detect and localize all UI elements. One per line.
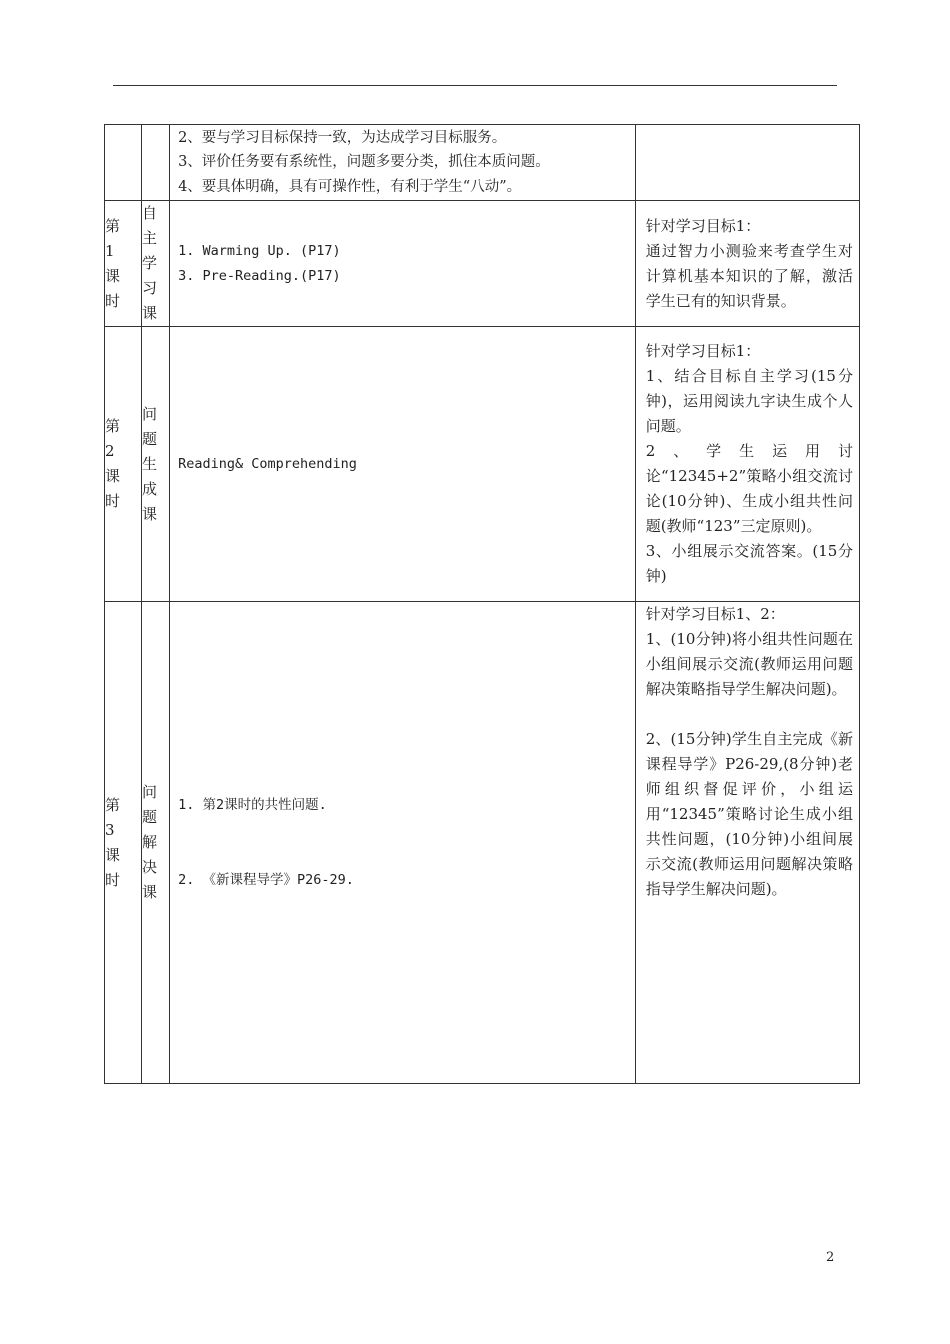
- notes-item: 2、(15分钟)学生自主完成《新课程导学》P26-29,(8分钟)老师组织督促评价，小组运用“12345”策略讨论生成小组共性问题，(10分钟)小组间展示交流(教师运用问题解决策略指导学生解决问题)。: [645, 730, 853, 898]
- content-item: 3. Pre-Reading.(P17): [178, 267, 341, 284]
- table-row-session-3: [105, 602, 860, 1084]
- notes-item: 2、学生运用讨论“12345+2”策略小组交流讨论(10分钟)、生成小组共性问题(教师“123”三定原则)。: [645, 442, 853, 535]
- notes-item: 通过智力小测验来考查学生对计算机基本知识的了解，激活学生已有的知识背景。: [645, 241, 853, 310]
- lesson-notes-1: [635, 201, 859, 327]
- session-label-2: 第 2 课 时: [105, 327, 142, 602]
- evaluation-notes-cell: [170, 125, 636, 201]
- notes-item: 针对学习目标1：: [645, 216, 761, 235]
- lesson-notes-3: [635, 602, 859, 1084]
- content-item: 1. 第2课时的共性问题.: [178, 796, 327, 813]
- lesson-content-1: [170, 201, 636, 327]
- content-item: 2. 《新课程导学》P26-29.: [178, 871, 354, 888]
- notes-item: 针对学习目标1：: [645, 342, 761, 360]
- lesson-content-2: [170, 327, 636, 602]
- eval-note-2: 2、要与学习目标保持一致，为达成学习目标服务。: [178, 129, 507, 146]
- header-rule: [113, 85, 837, 86]
- type-cell-empty: [142, 125, 170, 201]
- lesson-type-1: 自 主 学 习 课: [142, 201, 170, 327]
- notes-item: 针对学习目标1、2：: [645, 605, 785, 623]
- lesson-content-3: [170, 602, 636, 1084]
- eval-note-4: 4、要具体明确，具有可操作性，有利于学生“八动”。: [178, 178, 522, 195]
- page-number: 2: [826, 1250, 835, 1265]
- lesson-type-2: 问 题 生 成 课: [142, 327, 170, 602]
- session-label-1: 第 1 课 时: [105, 201, 142, 327]
- table-row-continuation: [105, 125, 860, 201]
- session-label-3: 第 3 课 时: [105, 602, 142, 1084]
- table-row-session-2: [105, 327, 860, 602]
- table-row-session-1: [105, 201, 860, 327]
- notes-item: 1、结合目标自主学习(15分钟)，运用阅读九字诀生成个人问题。: [645, 367, 853, 435]
- lesson-plan-table: [104, 124, 860, 1084]
- lesson-type-3: 问 题 解 决 课: [142, 602, 170, 1084]
- content-item: Reading& Comprehending: [178, 455, 357, 472]
- content-item: 1. Warming Up. (P17): [178, 243, 341, 259]
- eval-note-3: 3、评价任务要有系统性，问题多要分类，抓住本质问题。: [178, 154, 550, 171]
- notes-item: 1、(10分钟)将小组共性问题在小组间展示交流(教师运用问题解决策略指导学生解决问题)。: [645, 630, 853, 698]
- lesson-notes-2: [635, 327, 859, 602]
- notes-cell-empty: [635, 125, 859, 201]
- session-cell-empty: [105, 125, 142, 201]
- notes-item: 3、小组展示交流答案。(15分钟): [645, 542, 853, 585]
